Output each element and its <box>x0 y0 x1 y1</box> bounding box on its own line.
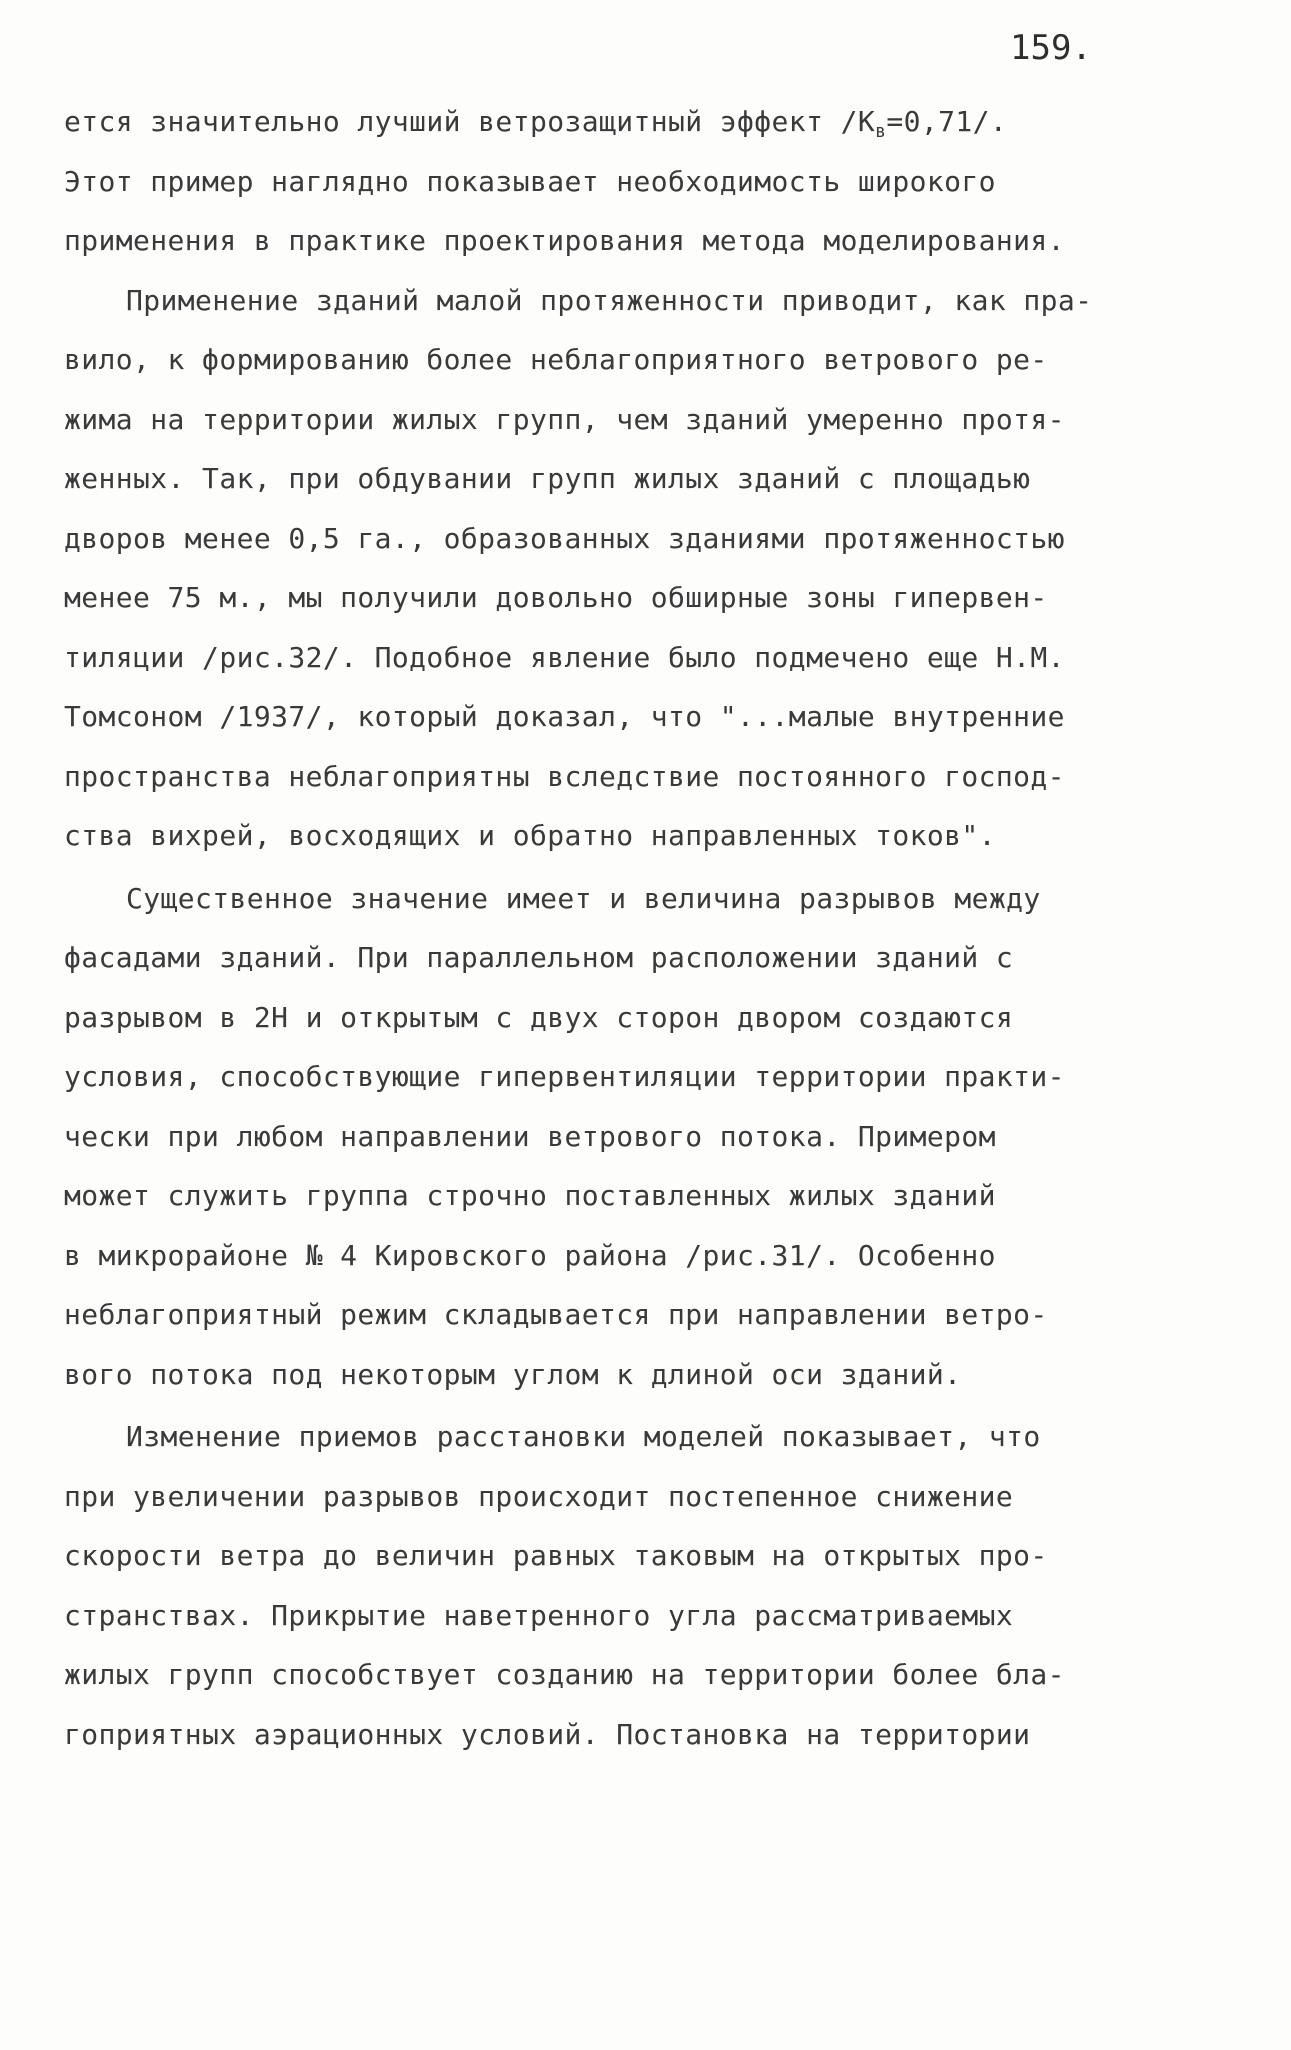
text-line: тиляции /рис.32/. Подобное явление было подмечено еще Н.М. <box>64 640 1065 674</box>
text-line: ства вихрей, восходящих и обратно направленных токов". <box>64 819 996 852</box>
text-line: дворов менее 0,5 га., образованных зданиями протяженностью <box>64 521 1065 555</box>
text-line: в микрорайоне № 4 Кировского района /рис.31/. Особенно <box>64 1238 996 1272</box>
text-line: жилых групп способствует созданию на территории более бла- <box>64 1658 1065 1691</box>
formula-suffix: =0,71/. <box>886 105 1008 138</box>
text-line: женных. Так, при обдувании групп жилых зданий с площадью <box>64 462 1031 495</box>
text-line: Этот пример наглядно показывает необходимость широкого <box>64 164 996 198</box>
text-line: менее 75 м., мы получили довольно обширные зоны гипервен- <box>64 581 1048 614</box>
text-line: пространства неблагоприятны вследствие постоянного господ- <box>64 759 1065 793</box>
page-number: 159. <box>1010 28 1092 68</box>
body-text <box>64 92 1244 1764</box>
formula-subscript: в <box>875 121 887 142</box>
text-line: фасадами зданий. При параллельном расположении зданий с <box>64 941 1014 974</box>
text-line: чески при любом направлении ветрового потока. Примером <box>64 1119 996 1153</box>
text-line: применения в практике проектирования метода моделирования. <box>64 224 1065 257</box>
text-line-1 <box>64 92 1244 152</box>
text-line: условия, способствующие гипервентиляции территории практи- <box>64 1060 1065 1093</box>
text-line: скорости ветра до величин равных таковым на открытых про- <box>64 1539 1048 1572</box>
text-line: вило, к формированию более неблагоприятного ветрового ре- <box>64 343 1048 376</box>
text-line: Томсоном /1937/, который доказал, что "...малые внутренние <box>64 700 1065 733</box>
text-line: разрывом в 2Н и открытым с двух сторон двором создаются <box>64 1000 1014 1034</box>
text-line: вого потока под некоторым углом к длиной оси зданий. <box>64 1357 962 1391</box>
paragraph-start-line: Изменение приемов расстановки моделей показывает, что <box>126 1420 1041 1453</box>
formula-prefix: ется значительно лучший ветрозащитный эффект /К <box>64 105 876 138</box>
text-line: может служить группа строчно поставленных жилых зданий <box>64 1179 996 1212</box>
paragraph-start-line: Применение зданий малой протяженности приводит, как пра- <box>126 283 1093 317</box>
text-line: странствах. Прикрытие наветренного угла рассматриваемых <box>64 1598 1014 1632</box>
text-line: жима на территории жилых групп, чем зданий умеренно протя- <box>64 402 1065 436</box>
text-line: гоприятных аэрационных условий. Постановка на территории <box>64 1717 1031 1751</box>
text-line: неблагоприятный режим складывается при направлении ветро- <box>64 1298 1048 1331</box>
text-line: при увеличении разрывов происходит постепенное снижение <box>64 1479 1014 1513</box>
paragraph-start-line: Существенное значение имеет и величина разрывов между <box>126 881 1041 915</box>
